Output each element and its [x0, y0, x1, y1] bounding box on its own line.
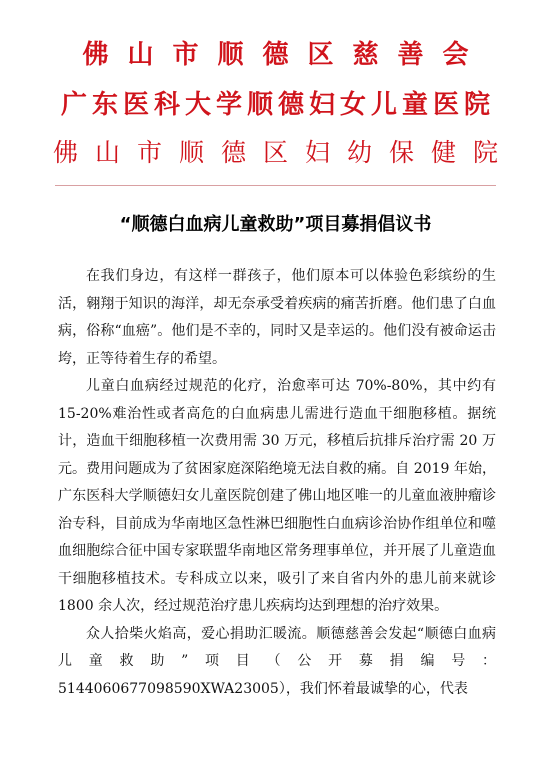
header-divider [55, 185, 496, 186]
org-name-hospital: 广东医科大学顺德妇女儿童医院 [60, 90, 495, 120]
org-name-charity: 佛山市顺德区慈善会 [82, 40, 488, 70]
paragraph-appeal: 众人拾柴火焰高，爱心捐助汇暖流。顺德慈善会发起“顺德白血病儿童救助”项目（公开募捐编号：5144060677098590XWA23005），我们怀着最诚挚的心，代表 [58, 625, 496, 697]
paragraph-background: 儿童白血病经过规范的化疗，治愈率可达 70%-80%，其中约有 15-20%难治性或者高危的白血病患儿需进行造血干细胞移植。据统计，造血干细胞移植一次费用需 30 万元，移植后抗排斥治疗需 20 万元。费用问题成为了贫困家庭深陷绝境无法自救的痛。自 2019 年始，广东医科大学顺德妇女儿童医院创建了佛山地区唯一的儿童血液肿瘤诊治专科，目前成为华南地区急性淋巴细胞性白血病诊治协作组单位和噬血细胞综合征中国专家联盟华南地区常务理事单位，并开展了儿童造血干细胞移植技术。专科成立以来，吸引了来自省内外的患儿前来就诊 1800 余人次，经过规范治疗患儿疾病均达到理想的治疗效果。 [58, 378, 496, 614]
paragraph-intro: 在我们身边，有这样一群孩子，他们原本可以体验色彩缤纷的生活，翱翔于知识的海洋，却无奈承受着疾病的痛苦折磨。他们患了白血病，俗称“血癌”。他们是不幸的，同时又是幸运的。他们没有被命运击垮，正等待着生存的希望。 [58, 268, 496, 367]
org-name-maternal-child-health: 佛山市顺德区妇幼保健院 [52, 138, 515, 167]
document-title: “顺德白血病儿童救助”项目募捐倡议书 [119, 214, 432, 235]
document-body [58, 263, 496, 703]
